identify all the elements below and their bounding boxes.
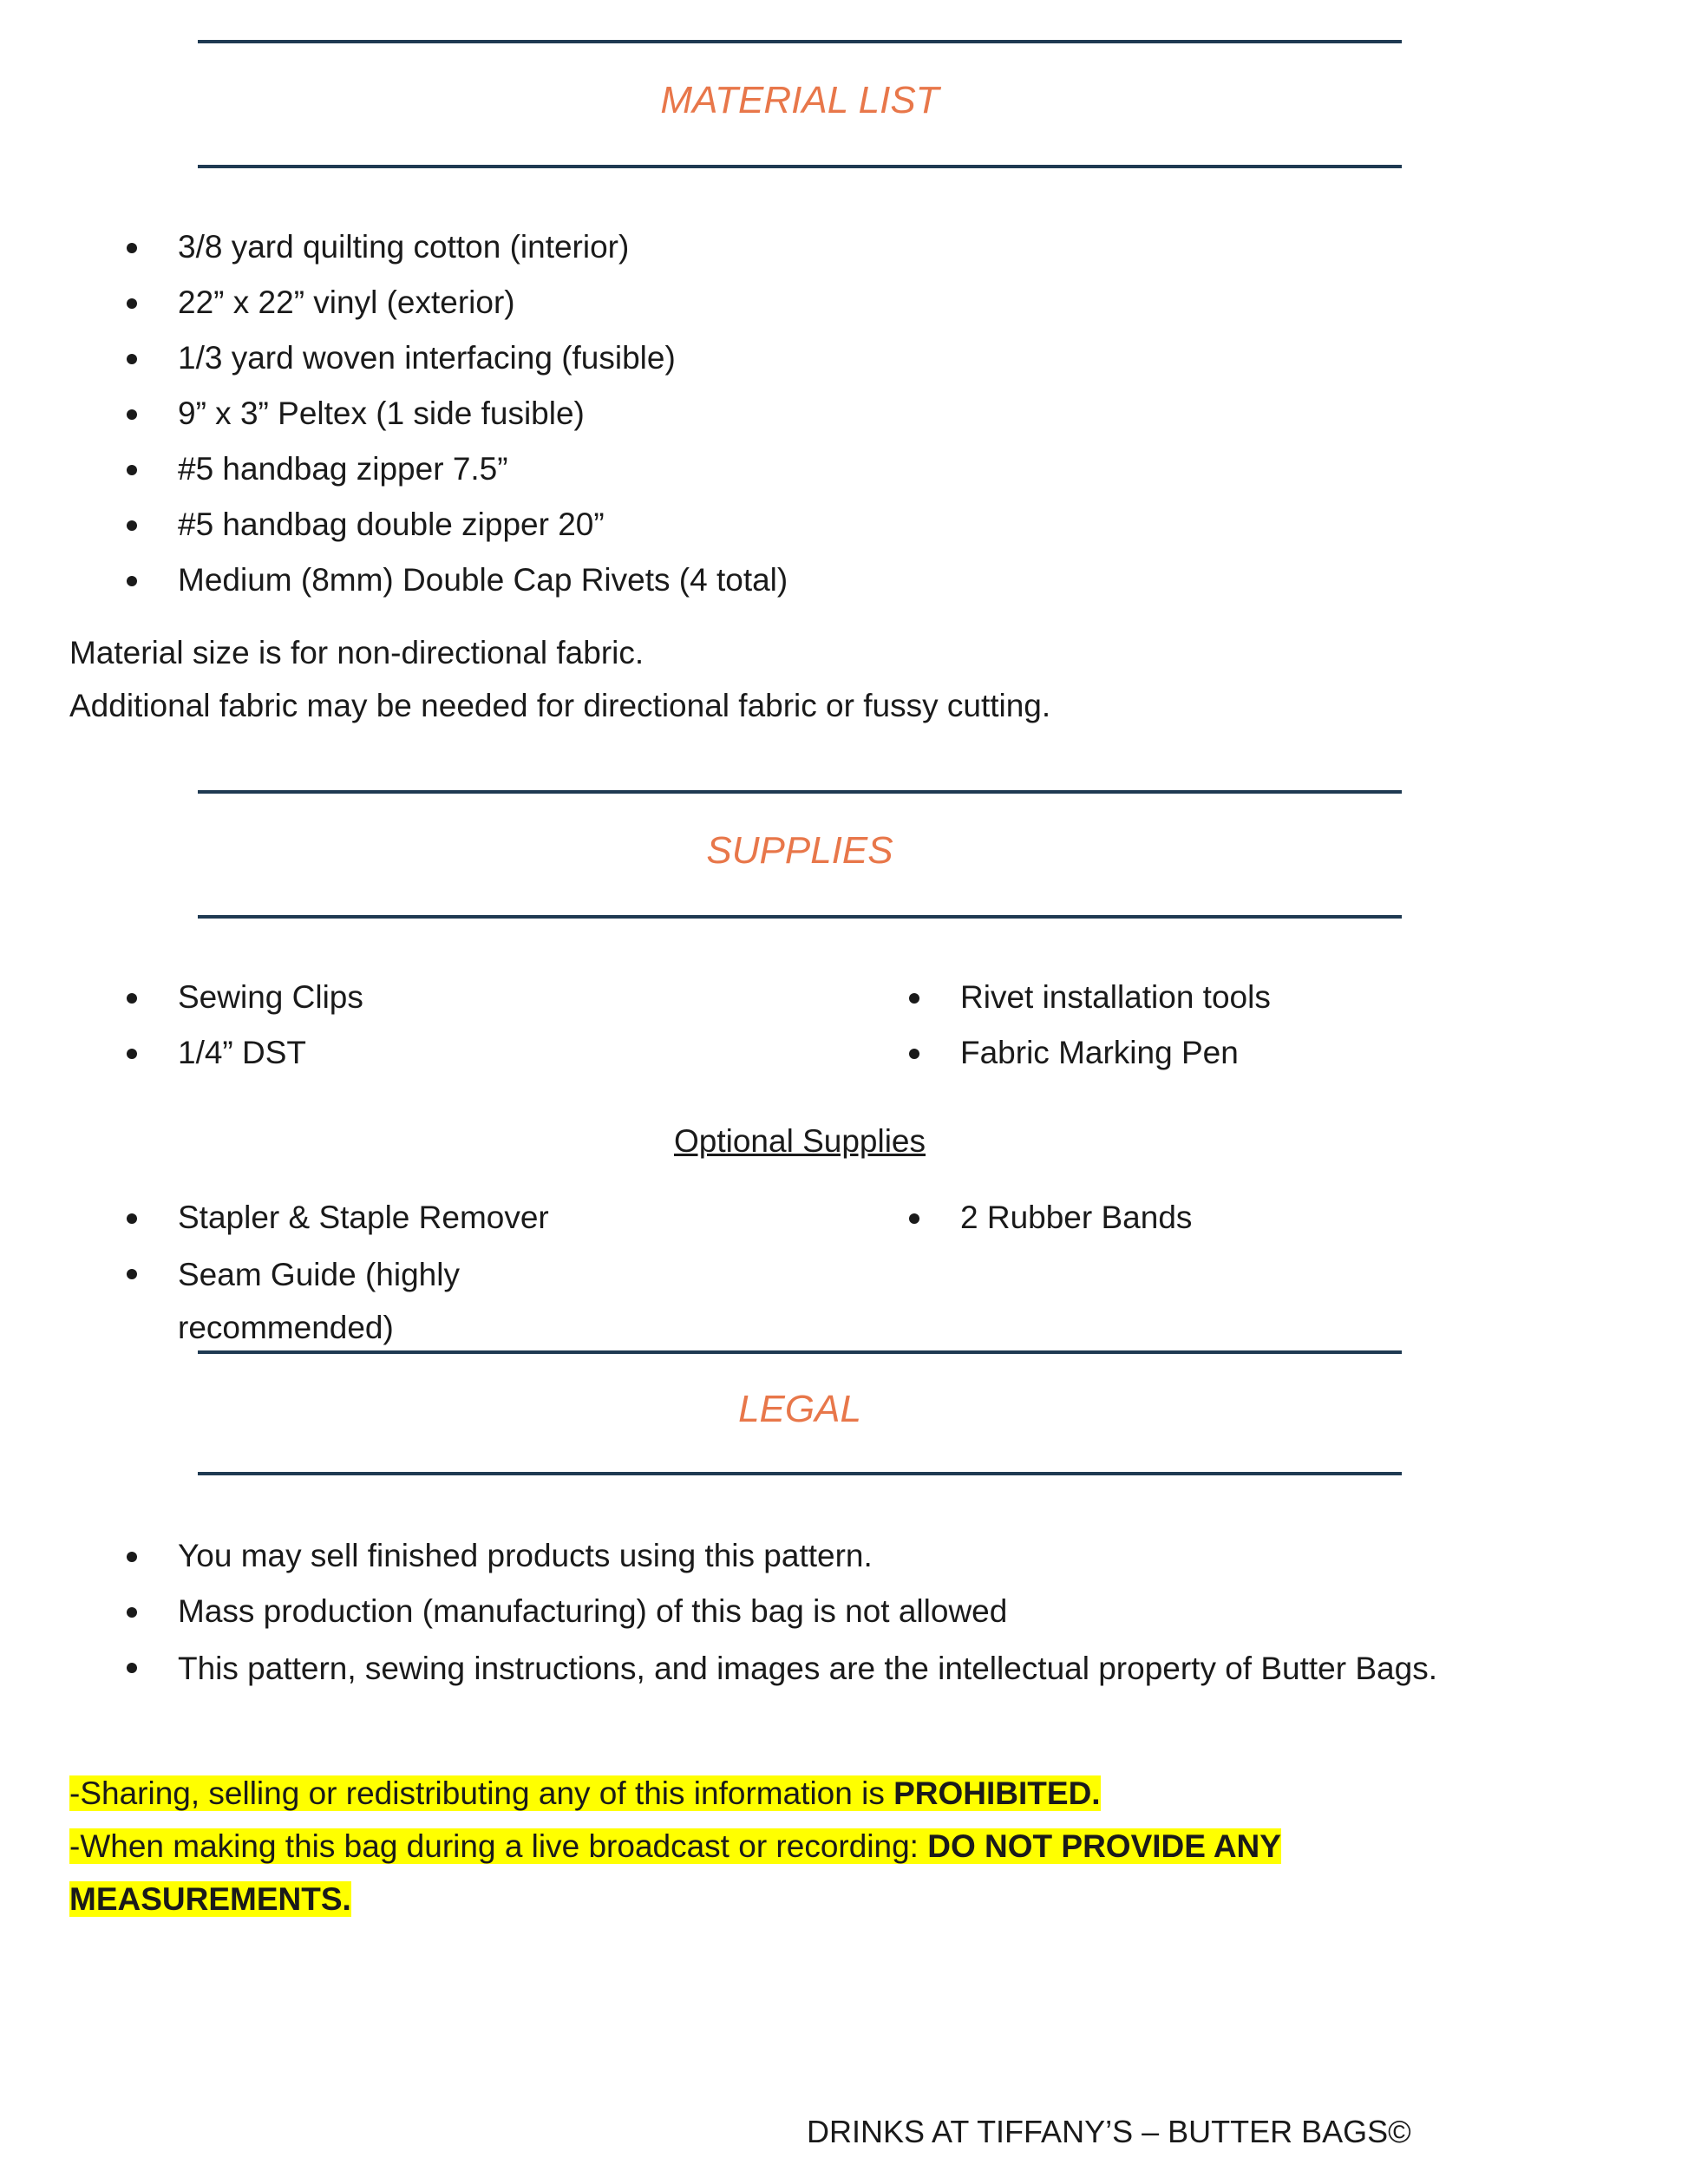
- supply-item: Sewing Clips: [121, 970, 815, 1025]
- material-item: 9” x 3” Peltex (1 side fusible): [121, 386, 1596, 441]
- material-list: [121, 219, 1596, 608]
- supply-item: 1/4” DST: [121, 1025, 815, 1081]
- legal-warning-broadcast: [69, 1820, 1423, 1926]
- material-note-line2: Additional fabric may be needed for directional fabric or fussy cutting.: [69, 688, 1051, 723]
- legal-warning-sharing: [69, 1767, 1544, 1820]
- optional-left-list: [121, 1190, 642, 1354]
- optional-supplies-heading: Optional Supplies: [673, 1123, 926, 1159]
- material-item: #5 handbag double zipper 20”: [121, 497, 1596, 553]
- supplies-right-list: [904, 970, 1598, 1081]
- legal-bottom-rule: [198, 1472, 1402, 1475]
- warning-broadcast-bold: DO NOT PROVIDE ANY MEASUREMENTS.: [69, 1828, 1281, 1917]
- material-item: 1/3 yard woven interfacing (fusible): [121, 330, 1596, 386]
- supply-item: Rivet installation tools: [904, 970, 1598, 1025]
- legal-item: This pattern, sewing instructions, and images are the intellectual property of Butter Bags.: [121, 1639, 1527, 1695]
- page-footer: DRINKS AT TIFFANY’S – BUTTER BAGS©: [807, 2114, 1411, 2149]
- warning-sharing-bold: PROHIBITED.: [893, 1775, 1101, 1811]
- material-item: #5 handbag zipper 7.5”: [121, 441, 1596, 497]
- optional-right-list: [904, 1190, 1598, 1246]
- material-top-rule: [198, 40, 1402, 43]
- legal-item: You may sell finished products using this pattern.: [121, 1528, 1527, 1584]
- legal-heading: LEGAL: [738, 1388, 861, 1430]
- material-list-heading: MATERIAL LIST: [660, 79, 939, 121]
- supplies-top-rule: [198, 790, 1402, 794]
- legal-list: [121, 1528, 1527, 1695]
- supply-item: Fabric Marking Pen: [904, 1025, 1598, 1081]
- supplies-left-list: [121, 970, 815, 1081]
- warning-sharing-text: -Sharing, selling or redistributing any of this information is: [69, 1775, 894, 1811]
- material-item: 3/8 yard quilting cotton (interior): [121, 219, 1596, 275]
- supplies-heading: SUPPLIES: [706, 829, 893, 872]
- legal-top-rule: [198, 1350, 1402, 1354]
- material-note-line1: Material size is for non-directional fabric.: [69, 635, 644, 670]
- legal-item: Mass production (manufacturing) of this bag is not allowed: [121, 1584, 1527, 1639]
- optional-supply-item: 2 Rubber Bands: [904, 1190, 1598, 1246]
- supplies-bottom-rule: [198, 915, 1402, 919]
- optional-supply-item: Stapler & Staple Remover: [121, 1190, 642, 1246]
- material-item: Medium (8mm) Double Cap Rivets (4 total): [121, 553, 1596, 608]
- warning-broadcast-text: -When making this bag during a live broadcast or recording:: [69, 1828, 928, 1864]
- material-bottom-rule: [198, 165, 1402, 168]
- optional-supply-item: Seam Guide (highly recommended): [121, 1246, 642, 1354]
- material-item: 22” x 22” vinyl (exterior): [121, 275, 1596, 330]
